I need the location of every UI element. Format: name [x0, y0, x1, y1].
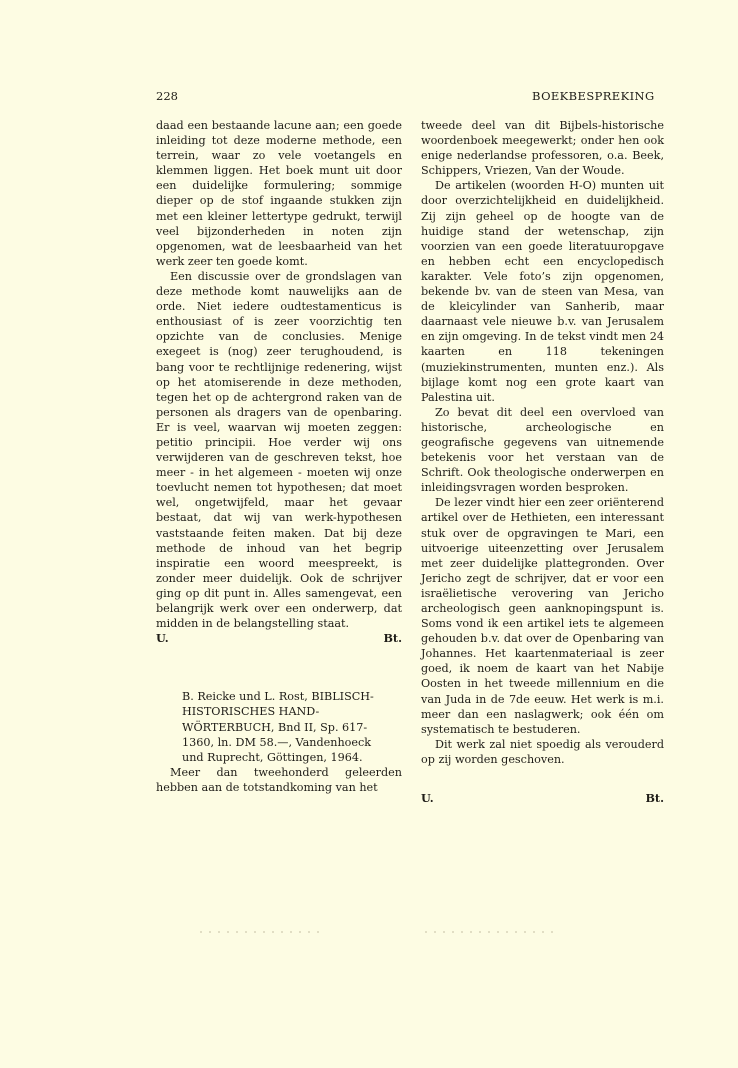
- reference-line: 1360, ln. DM 58.—, Vandenhoeck: [182, 735, 372, 749]
- paragraph: tweede deel van dit Bijbels-historische woordenboek meegewerkt; onder hen ook enige nederlandse professoren, o.a. Beek, Schippers, Vriezen, Van der Woude.: [421, 119, 664, 178]
- signature-author: Bt.: [383, 631, 402, 646]
- signature-initial: U.: [421, 791, 434, 806]
- scan-speckle: [200, 931, 320, 933]
- reference-line: und Ruprecht, Göttingen, 1964.: [182, 751, 363, 765]
- reference-line: HISTORISCHES HAND-: [182, 705, 320, 719]
- scan-speckle: [425, 931, 555, 933]
- page-number: 228: [156, 89, 178, 103]
- paragraph: Dit werk zal niet spoedig als verouderd op zij worden geschoven.: [421, 737, 664, 766]
- paragraph: daad een bestaande lacune aan; een goede inleiding tot deze moderne methode, een terrein, waar zo vele voetangels en klemmen liggen. Het boek munt uit door een duidelijke formulering; sommige dieper op de stof ingaande stukken zijn met een kleiner lettertype gedrukt, terwijl veel bijzonderheden in noten zijn opgenomen, wat de leesbaarheid van het werk zeer ten goede komt.: [156, 119, 402, 268]
- review-signature: [156, 631, 402, 646]
- left-column: [156, 118, 402, 795]
- paragraph: Meer dan tweehonderd geleerden hebben aan de totstandkoming van het: [156, 766, 402, 795]
- paragraph: De lezer vindt hier een zeer oriënterend artikel over de Hethieten, een interessant stuk over de opgravingen te Mari, een uitvoerige uiteenzetting over Jerusalem met zeer duidelijke plattegronden. Over Jericho zegt de schrijver, dat er voor een israëlietische verovering van Jericho archeologisch geen aanknopingspunt is. Soms vond ik een artikel iets te algemeen gehouden b.v. dat over de Openbaring van Johannes. Het kaartenmateriaal is zeer goed, ik noem de kaart van het Nabije Oosten in het tweede millennium en die van Juda in de 7de eeuw. Het werk is m.i. meer dan een naslagwerk; ook één om systematisch te bestuderen.: [421, 496, 664, 736]
- review-signature: [421, 791, 664, 806]
- right-column: [421, 118, 664, 806]
- paragraph: Zo bevat dit deel een overvloed van historische, archeologische en geografische gegevens van uitnemende betekenis voor het verstaan van de Schrift. Ook theologische onderwerpen en inleidingsvragen worden besproken.: [421, 405, 664, 495]
- reference-line: B. Reicke und L. Rost, BIBLISCH-: [182, 690, 374, 704]
- running-title: BOEKBESPREKING: [532, 89, 655, 103]
- book-reference: [182, 689, 402, 765]
- signature-author: Bt.: [645, 791, 664, 806]
- paragraph: De artikelen (woorden H-O) munten uit door overzichtelijkheid en duidelijkheid. Zij zijn geheel op de hoogte van de huidige stand der wetenschap, zijn voorzien van een goede literatuuropgave en hebben echt een encyclopedisch karakter. Vele foto’s zijn opgenomen, bekende bv. van de steen van Mesa, van de kleicylinder van Sanherib, maar daarnaast vele nieuwe b.v. van Jerusalem en zijn omgeving. In de tekst vindt men 24 kaarten en 118 tekeningen (muziekinstrumenten, munten enz.). Als bijlage komt nog een grote kaart van Palestina uit.: [421, 179, 664, 404]
- reference-line: WÖRTERBUCH, Bnd II, Sp. 617-: [182, 720, 368, 734]
- paragraph: Een discussie over de grondslagen van deze methode komt nauwelijks aan de orde. Niet iedere oudtestamenticus is enthousiast of is zeer voorzichtig ten opzichte van de conclusies. Menige exegeet is (nog) zeer terughoudend, is bang voor te rechtlijnige redenering, wijst op het atomiserende in deze methoden, tegen het op de achtergrond raken van de personen als dragers van de openbaring. Er is veel, waarvan wij moeten zeggen: petitio principii. Hoe verder wij ons verwijderen van de geschreven tekst, hoe meer - in het algemeen - moeten wij onze toevlucht nemen tot hypothesen; dat moet wel, ongetwijfeld, maar het gevaar bestaat, dat wij van werk-hypothesen vaststaande feiten maken. Dat bij deze methode de inhoud van het begrip inspiratie een woord meespreekt, is zonder meer duidelijk. Ook de schrijver ging op dit punt in. Alles samengevat, een belangrijk werk over een onderwerp, dat midden in de belangstelling staat.: [156, 269, 402, 631]
- signature-initial: U.: [156, 631, 169, 646]
